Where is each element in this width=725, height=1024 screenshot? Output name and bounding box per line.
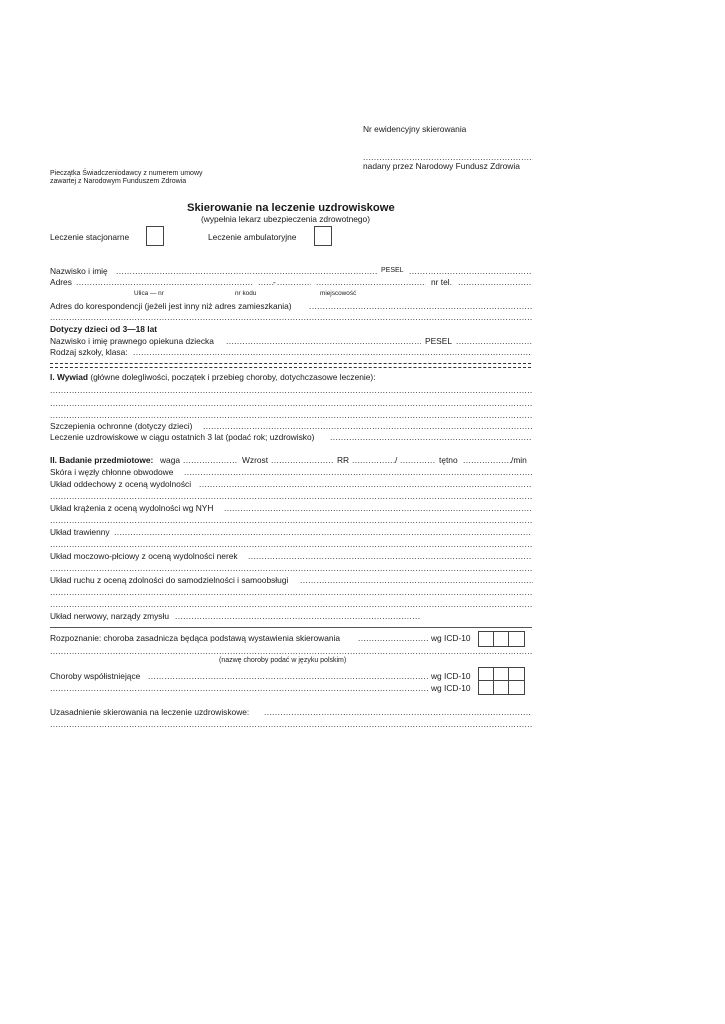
vaccinations-label: Szczepienia ochronne (dotyczy dzieci) (50, 421, 193, 431)
nfz-label: nadany przez Narodowy Fundusz Zdrowia (363, 161, 520, 171)
divider-line (50, 627, 532, 628)
skin-field[interactable] (184, 467, 532, 477)
hint-postal: nr kodu (235, 290, 257, 297)
comorbid-field-2[interactable] (50, 683, 428, 693)
skin-label: Skóra i węzły chłonne obwodowe (50, 467, 174, 477)
respiratory-label: Układ oddechowy z oceną wydolności (50, 479, 192, 489)
school-field[interactable] (133, 347, 532, 357)
interview-heading: I. Wywiad (50, 372, 89, 382)
pulse-field[interactable] (463, 455, 511, 465)
interview-heading-rest: (główne dolegliwości, początek i przebieg choroby, dotychczasowe leczenie): (90, 372, 376, 382)
urogenital-field[interactable] (248, 551, 532, 561)
locomotor-field[interactable] (300, 575, 533, 585)
comorbid-label: Choroby współistniejące (50, 671, 141, 681)
pulse-label: tętno (439, 455, 458, 465)
evidence-number-label: Nr ewidencyjny skierowania (363, 124, 467, 134)
nervous-field[interactable] (175, 611, 421, 621)
correspondence-label: Adres do korespondencji (jeżeli jest inny niż adres zamieszkania) (50, 301, 292, 311)
diagnosis-icd-label: wg ICD-10 (431, 633, 471, 643)
weight-field[interactable] (183, 455, 238, 465)
address-city-field[interactable] (316, 277, 426, 287)
correspondence-field-2[interactable] (50, 312, 532, 322)
comorbid-icd-label-1: wg ICD-10 (431, 671, 471, 681)
phone-field[interactable] (458, 277, 532, 287)
rr-systolic-field[interactable] (352, 455, 398, 465)
icd-cell-1-3[interactable] (508, 631, 525, 647)
diagnosis-label: Rozpoznanie: choroba zasadnicza będąca podstawą wystawienia skierowania (50, 633, 341, 643)
address-label: Adres (50, 277, 72, 287)
locomotor-field-2[interactable] (50, 587, 532, 597)
digestive-field[interactable] (114, 527, 532, 537)
correspondence-field-1[interactable] (309, 301, 532, 311)
weight-label: waga (160, 455, 181, 465)
hint-street: Ulica — nr (134, 290, 164, 297)
guardian-field[interactable] (226, 336, 421, 346)
circulatory-field-2[interactable] (50, 515, 532, 525)
address-postal-field-2[interactable] (277, 277, 311, 287)
stamp-line-2: zawartej z Narodowym Funduszem Zdrowia (50, 178, 187, 185)
locomotor-label: Układ ruchu z oceną zdolności do samodzielności i samoobsługi (50, 575, 289, 585)
stationary-label: Leczenie stacjonarne (50, 232, 130, 242)
guardian-label: Nazwisko i imię prawnego opiekuna dziecka (50, 336, 214, 346)
locomotor-field-3[interactable] (50, 599, 532, 609)
urogenital-field-2[interactable] (50, 563, 532, 573)
pulse-unit: /min (511, 455, 527, 465)
address-street-field[interactable] (76, 277, 254, 287)
exam-heading: II. Badanie przedmiotowe: (50, 455, 154, 465)
digestive-field-2[interactable] (50, 539, 532, 549)
section-separator (50, 363, 531, 368)
nervous-label: Układ nerwowy, narządy zmysłu (50, 611, 169, 621)
diagnosis-field[interactable] (358, 633, 428, 643)
interview-line-3[interactable] (50, 410, 532, 420)
previous-treatment-label: Leczenie uzdrowiskowe w ciągu ostatnich 3 lat (podać rok; uzdrowisko) (50, 432, 315, 442)
rr-slash: / (395, 455, 398, 465)
ambulatory-checkbox[interactable] (314, 226, 332, 246)
justification-field-1[interactable] (264, 707, 532, 717)
school-label: Rodzaj szkoły, klasa: (50, 347, 128, 357)
form-subtitle: (wypełnia lekarz ubezpieczenia zdrowotnego) (201, 214, 370, 224)
guardian-pesel-field[interactable] (456, 336, 532, 346)
height-label: Wzrost (242, 455, 269, 465)
hint-city: miejscowość (320, 290, 357, 297)
interview-heading-line (50, 372, 376, 382)
phone-label: nr tel. (431, 277, 452, 287)
patient-name-field[interactable] (116, 266, 378, 276)
stationary-checkbox[interactable] (146, 226, 164, 246)
height-field[interactable] (271, 455, 333, 465)
interview-line-1[interactable] (50, 385, 532, 395)
ambulatory-label: Leczenie ambulatoryjne (208, 232, 297, 242)
respiratory-field[interactable] (199, 479, 532, 489)
rr-label: RR (337, 455, 350, 465)
patient-pesel-field[interactable] (409, 266, 532, 276)
diagnosis-note: (nazwę choroby podać w języku polskim) (219, 657, 347, 664)
justification-label: Uzasadnienie skierowania na leczenie uzdrowiskowe: (50, 707, 250, 717)
comorbid-field-1[interactable] (148, 671, 428, 681)
digestive-label: Układ trawienny (50, 527, 110, 537)
children-heading: Dotyczy dzieci od 3—18 lat (50, 324, 158, 334)
address-dash: - (273, 277, 276, 287)
stamp-line-1: Pieczątka Świadczeniodawcy z numerem umowy (50, 170, 203, 177)
vaccinations-field[interactable] (203, 421, 532, 431)
circulatory-field[interactable] (224, 503, 532, 513)
patient-name-label: Nazwisko i imię (50, 266, 108, 276)
patient-pesel-label: PESEL (381, 267, 404, 274)
guardian-pesel-label: PESEL (425, 336, 453, 346)
address-postal-field-1[interactable] (258, 277, 274, 287)
rr-diastolic-field[interactable] (400, 455, 436, 465)
respiratory-field-2[interactable] (50, 491, 532, 501)
interview-line-2[interactable] (50, 398, 532, 408)
form-title: Skierowanie na leczenie uzdrowiskowe (187, 202, 395, 214)
justification-field-2[interactable] (50, 719, 532, 729)
circulatory-label: Układ krążenia z oceną wydolności wg NYH (50, 503, 214, 513)
comorbid-icd-label-2: wg ICD-10 (431, 683, 471, 693)
urogenital-label: Układ moczowo-płciowy z oceną wydolności nerek (50, 551, 238, 561)
diagnosis-field-2[interactable] (50, 646, 532, 656)
icd-cell-3-3[interactable] (508, 680, 525, 695)
previous-treatment-field[interactable] (330, 432, 532, 442)
